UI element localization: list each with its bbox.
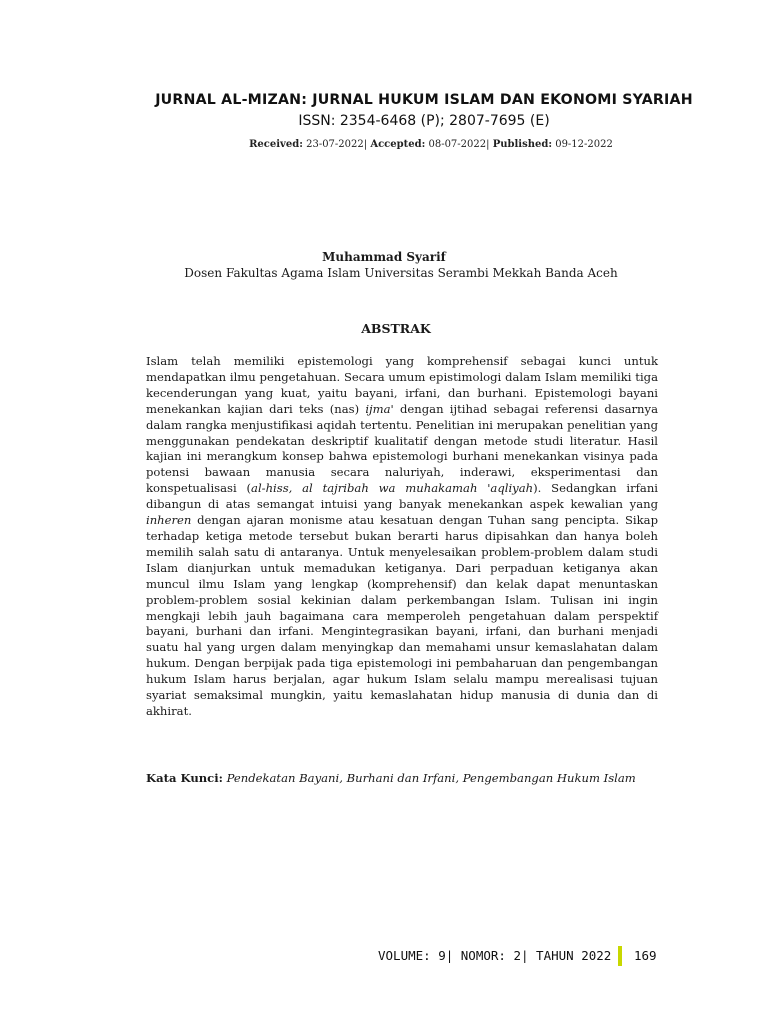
volume-info: VOLUME: 9| NOMOR: 2| TAHUN 2022 [378,948,612,963]
abstract-text-2: dengan ijtihad sebagai referensi dasarnya dalam rangka menjustifikasi aqidah tertentu. Penelitian ini merupakan penelitian yang menggunakan pendekatan deskriptif kualitatif dengan metode studi literatur. Hasil kajian ini merangkum konsep bahwa epistemologi burhani menekankan visinya pada potensi bawaan manusia secara naluriyah, inderawi, eksperimentasi dan konspetualisasi ( [146,401,658,496]
abstract-text-1: Islam telah memiliki epistemologi yang komprehensif sebagai kunci untuk mendapatkan ilmu pengetahuan. Secara umum epistimologi dalam Islam memiliki tiga kecenderungan yang kuat, yaitu bayani, irfani, dan burhani. Epistemologi bayani menekankan kajian dari teks (nas) [146,354,658,416]
footer-accent-bar [618,946,622,966]
abstract-body [146,354,658,720]
received-date: 23-07-2022 [306,139,364,150]
abstract-term-inheren: inheren [146,513,192,528]
author-name: Muhammad Syarif [322,250,446,264]
issn-line: ISSN: 2354-6468 (P); 2807-7695 (E) [298,113,550,129]
published-date: 09-12-2022 [555,139,613,150]
abstract-term-ijma: ijma' [365,401,394,416]
abstract-text-4: dengan ajaran monisme atau kesatuan dengan Tuhan sang pencipta. Sikap terhadap ketiga metode tersebut bukan berarti harus dipisahkan dan hanya boleh memilih salah satu di antaranya. Untuk menyelesaikan problem-problem dalam studi Islam dianjurkan untuk memadukan ketiganya. Dari perpaduan ketiganya akan muncul ilmu Islam yang lengkap (komprehensif) dan kelak dapat menuntaskan problem-problem sosial kekinian dalam perkembangan Islam. Tulisan ini ingin mengkaji lebih jauh bagaimana cara memperoleh pengetahuan dalam perspektif bayani, burhani dan irfani. Mengintegrasikan bayani, irfani, dan burhani menjadi suatu hal yang urgen dalam menyingkap dan memahami unsur kemaslahatan dalam hukum. Dengan berpijak pada tiga epistemologi ini pembaharuan dan pengembangan hukum Islam harus berjalan, agar hukum Islam selalu mampu merealisasi tujuan syariat semaksimal mungkin, yaitu kemaslahatan hidup manusia di dunia dan di akhirat. [146,513,658,718]
submission-dates: Received: 23-07-2022| Accepted: 08-07-2022| Published: 09-12-2022 [249,139,613,150]
abstract-term-burhani: al-hiss, al tajribah wa muhakamah 'aqliyah [251,481,534,496]
received-label: Received: [249,139,303,150]
page-footer [378,946,668,966]
accepted-label: Accepted: [370,139,426,150]
abstract-text-3: ). Sedangkan irfani dibangun di atas semangat intuisi yang banyak menekankan aspek kewalian yang [146,481,659,512]
abstract-heading: ABSTRAK [361,321,431,336]
published-label: Published: [492,139,553,150]
keywords [146,771,706,785]
accepted-date: 08-07-2022 [428,139,487,150]
journal-title: JURNAL AL-MIZAN: JURNAL HUKUM ISLAM DAN EKONOMI SYARIAH [155,92,693,108]
author-affiliation: Dosen Fakultas Agama Islam Universitas Serambi Mekkah Banda Aceh [184,266,618,280]
keywords-label: Kata Kunci: [146,771,223,785]
keywords-text: Pendekatan Bayani, Burhani dan Irfani, Pengembangan Hukum Islam [226,771,636,785]
page-number: 169 [634,948,657,963]
